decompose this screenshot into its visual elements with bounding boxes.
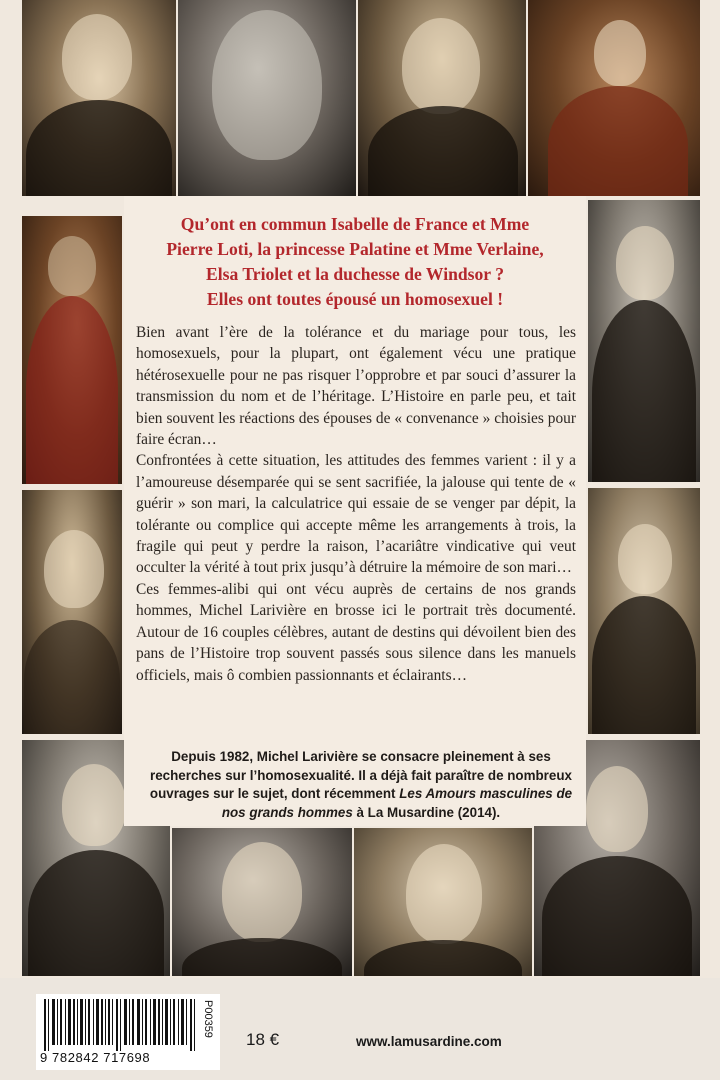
portrait-oscar-wilde xyxy=(358,0,526,196)
price: 18 € xyxy=(246,1030,280,1049)
portrait-pierre-loti xyxy=(588,200,700,482)
headline-line-2: Pierre Loti, la princesse Palatine et Mme Verlaine, xyxy=(166,239,544,259)
product-code xyxy=(200,1000,216,1060)
blurb-paragraph-1: Bien avant l’ère de la tolérance et du mariage pour tous, les homosexuels, pour la plupart, ont également vécu une pratique hétérosexuelle pour ne pas risquer l’opprobre et par souci d’assurer la transmission du nom et de l’héritage. L’Histoire en parle peu, et tait bien souvent les réactions des épouses de « convenance » choisies pour faire écran… xyxy=(136,324,576,449)
isbn-number: 9 782842 717698 xyxy=(40,1050,151,1065)
bio-text-1: Depuis 1982, Michel Larivière se consacre pleinement à ses recherches sur l’homosexualité. Il a déjà fait paraître de nombreux ouvrages sur le sujet, dont récemment xyxy=(149,749,572,801)
bio-text-2: à La Musardine (2014). xyxy=(352,804,501,820)
headline xyxy=(124,212,586,312)
portrait-andre-gide xyxy=(172,828,352,976)
headline-line-3: Elsa Triolet et la duchesse de Windsor ? xyxy=(206,264,504,284)
portrait-academician xyxy=(588,488,700,734)
product-code-text: P00359 xyxy=(202,1000,214,1038)
portrait-goethe xyxy=(22,0,176,196)
blurb xyxy=(136,322,576,686)
publisher-url: www.lamusardine.com xyxy=(356,1034,502,1049)
bio-book-title: Les Amours masculines de nos grands hommes xyxy=(221,786,573,820)
portrait-monsieur xyxy=(528,0,700,196)
headline-line-1: Qu’ont en commun Isabelle de France et Mme xyxy=(180,214,530,234)
portrait-jules-verne xyxy=(354,828,532,976)
blurb-paragraph-2: Confrontées à cette situation, les attitudes des femmes varient : il y a l’amoureuse désemparée qui se sent sacrifiée, la jalouse qui tente de « guérir » son mari, la calculatrice qui essaie de se venger par dépit, la tolérante ou complice qui accepte même les arrangements à trois, la fragile qui peut y perdre la raison, l’acariâtre vindicative qui veut occulter la vérité à tout prix jusqu’à détruire la mémoire de son mari… xyxy=(136,452,576,577)
portrait-gide-elder xyxy=(178,0,356,196)
headline-line-4: Elles ont toutes épousé un homosexuel ! xyxy=(206,289,504,309)
barcode-icon xyxy=(44,999,196,1051)
portrait-lord-byron xyxy=(22,490,122,734)
author-bio xyxy=(146,748,576,822)
blurb-paragraph-3: Ces femmes-alibi qui ont vécu auprès de certains de nos grands hommes, Michel Larivière en brosse ici le portrait très documenté. Autour de 16 couples célèbres, autant de destins qui dévoilent bien des pans de l’Histoire trop souvent passés sous silence dans les manuels officiels, mais ô combien passionnants et éclairants… xyxy=(136,580,576,684)
portrait-edward-ii xyxy=(22,216,122,484)
